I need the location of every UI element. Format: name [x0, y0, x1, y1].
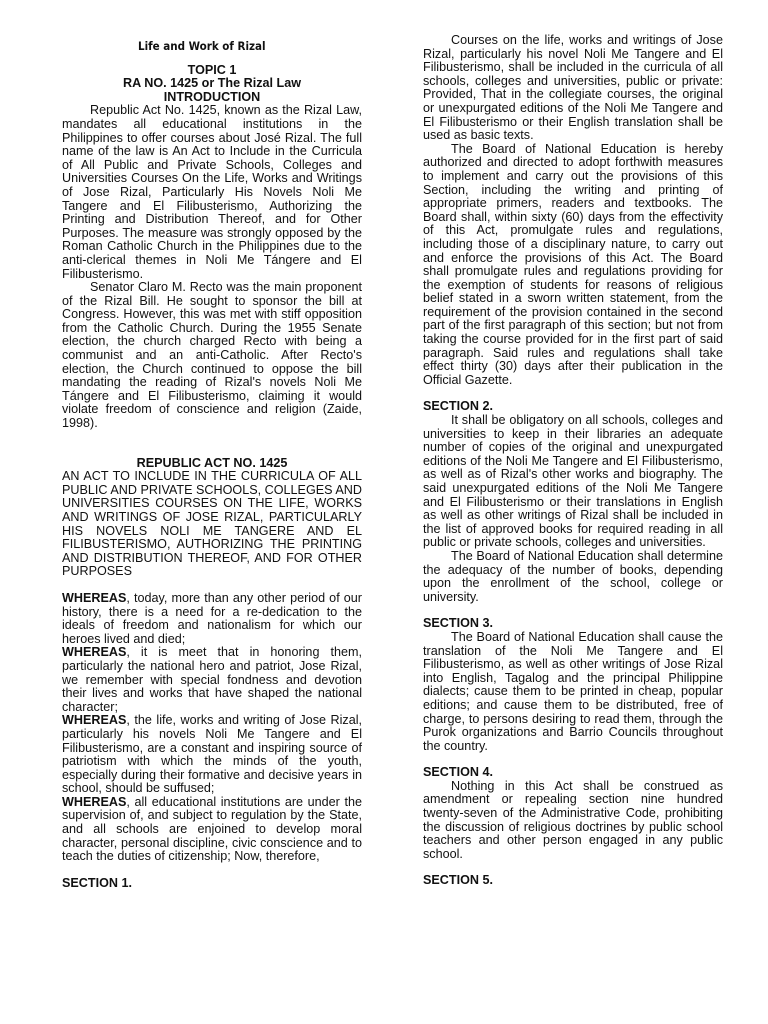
topic-number: TOPIC 1	[187, 62, 237, 77]
whereas-label: WHEREAS	[62, 713, 127, 728]
section-2-paragraph-1: It shall be obligatory on all schools, colleges and universities to keep in their libraries an adequate number of copies of the original and unexpurgated editions of the Noli Me Tangere and El Filibusterismo, as well as of Rizal's other works and biography. The said unexpurgated editions of the Noli Me Tangere and El Filibusterismo or their translations in English as well as other writings of Rizal shall be included in the list of approved books for required reading in all public or private schools, colleges and universities.	[423, 413, 723, 550]
section-2-heading: SECTION 2.	[423, 399, 493, 414]
document-title: Life and Work of Rizal	[138, 39, 266, 53]
section-3-paragraph-1: The Board of National Education shall cause the translation of the Noli Me Tangere and El Filibusterismo, as well as other writings of Jose Rizal into English, Tagalog and the principal Philippine dialects; cause them to be printed in cheap, popular editions; and cause them to be distributed, free of charge, to persons desiring to read them, through the Purok organizations and Barrio Councils throughout the country.	[423, 629, 723, 753]
whereas-label: WHEREAS	[62, 794, 127, 809]
section-1-heading: SECTION 1.	[62, 875, 132, 890]
section-1-paragraph-2: The Board of National Education is hereby authorized and directed to adopt forthwith measures to implement and carry out the provisions of this Section, including the writing and printing of appropriate primers, readers and textbooks. The Board shall, within sixty (60) days from the effectivity of this Act, promulgate rules and regulations, including those of a disciplinary nature, to carry out and enforce the provisions of this Act. The Board shall promulgate rules and regulations providing for the exemption of students for reasons of religious belief stated in a sworn written statement, from the requirement of the provision contained in the second part of the first paragraph of this section; but not from taking the course provided for in the first part of said paragraph. Said rules and regulations shall take effect thirty (30) days after their publication in the Official Gazette.	[423, 141, 723, 387]
right-column	[423, 34, 723, 888]
section-2-paragraph-2: The Board of National Education shall determine the adequacy of the number of books, depending upon the enrollment of the school, college or university.	[423, 548, 723, 604]
whereas-clause	[62, 714, 362, 796]
section-3-heading: SECTION 3.	[423, 616, 493, 631]
whereas-text: , the life, works and writing of Jose Rizal, particularly his novels Noli Me Tangere and El Filibusterismo, are a constant and inspiring source of patriotism with which the minds of the youth, especially during their formative and decisive years in school, should be suffused;	[62, 713, 362, 796]
whereas-clause	[62, 646, 362, 714]
whereas-label: WHEREAS	[62, 645, 127, 660]
left-column	[62, 34, 362, 890]
whereas-text: , all educational institutions are under the supervision of, and subject to regulation by the State, and all schools are enjoined to develop moral character, personal discipline, civic conscience and to teach the duties of citizenship; Now, therefore,	[62, 794, 362, 864]
topic-name: RA NO. 1425 or The Rizal Law	[123, 76, 301, 91]
intro-heading: INTRODUCTION	[163, 89, 261, 104]
whereas-label: WHEREAS	[62, 590, 127, 605]
whereas-text: , today, more than any other period of our history, there is a need for a re-dedication to the ideals of freedom and nationalism for which our heroes lived and died;	[62, 590, 362, 646]
section-1-paragraph-1: Courses on the life, works and writings of Jose Rizal, particularly his novel Noli Me Tangere and El Filibusterismo, shall be included in the curricula of all schools, colleges and universities, public or private: Provided, That in the collegiate courses, the original or unexpurgated editions of the Noli Me Tangere and El Filibusterismo or their English translation shall be used as basic texts.	[423, 33, 723, 143]
whereas-clause	[62, 592, 362, 646]
section-4-paragraph-1: Nothing in this Act shall be construed as amendment or repealing section nine hundred twenty-seven of the Administrative Code, prohibiting the discussion of religious doctrines by public school teachers and other person engaged in any public school.	[423, 778, 723, 861]
section-5-heading: SECTION 5.	[423, 873, 493, 888]
whereas-clause	[62, 796, 362, 864]
intro-paragraph-2: Senator Claro M. Recto was the main proponent of the Rizal Bill. He sought to sponsor the bill at Congress. However, this was met with stiff opposition from the Catholic Church. During the 1955 Senate election, the church charged Recto with being a communist and an anti-Catholic. After Recto's election, the Church continued to oppose the bill mandating the reading of Rizal's novels Noli Me Tángere and El Filibusterismo, claiming it would violate freedom of conscience and religion (Zaide, 1998).	[62, 280, 362, 431]
whereas-text: , it is meet that in honoring them, particularly the national hero and patriot, Jose Rizal, we remember with special fondness and devotion their lives and works that have shaped the national character;	[62, 645, 362, 714]
republic-act-title: AN ACT TO INCLUDE IN THE CURRICULA OF ALL PUBLIC AND PRIVATE SCHOOLS, COLLEGES AND UNIVERSITIES COURSES ON THE LIFE, WORKS AND WRITINGS OF JOSE RIZAL, PARTICULARLY HIS NOVELS NOLI ME TANGERE AND EL FILIBUSTERISMO, AUTHORIZING THE PRINTING AND DISTRIBUTION THEREOF, AND FOR OTHER PURPOSES	[62, 469, 362, 579]
intro-paragraph-1: Republic Act No. 1425, known as the Rizal Law, mandates all educational institutions in the Philippines to offer courses about José Rizal. The full name of the law is An Act to Include in the Curricula of All Public and Private Schools, Colleges and Universities Courses On the Life, Works and Writings of Jose Rizal, Particularly His Novels Noli Me Tangere and El Filibusterismo, Authorizing the Printing and Distribution Thereof, and for Other Purposes. The measure was strongly opposed by the Roman Catholic Church in the Philippines due to the anti-clerical themes in Noli Me Tángere and El Filibusterismo.	[62, 103, 362, 281]
republic-act-heading: REPUBLIC ACT NO. 1425	[136, 455, 288, 470]
section-4-heading: SECTION 4.	[423, 765, 493, 780]
